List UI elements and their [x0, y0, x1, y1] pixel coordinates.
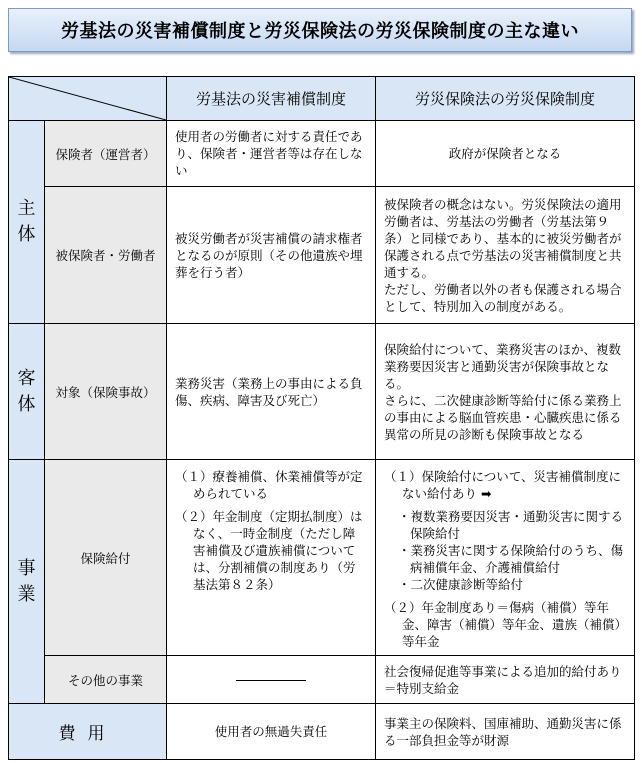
row-benefits [9, 460, 635, 656]
insurer-rouki: 使用者の労働者に対する責任であり、保険者・運営者等は存在しない [167, 121, 376, 187]
category-object: 客 体 [9, 324, 45, 460]
page-title [8, 8, 632, 52]
insured-rousai [376, 187, 635, 324]
cost-rouki: 使用者の無過失責任 [167, 704, 376, 760]
empty-dash [236, 680, 306, 681]
benefits-rousai-bullet-2: ・業務災害に関する保険給付のうち、傷病補償年金、介護補償給付 [398, 543, 624, 575]
corner-diagonal [9, 77, 166, 120]
row-label-insurer: 保険者（運営者） [45, 121, 167, 187]
target-rousai-p2: さらに、二次健康診断等給付に係る業務上の事由による脳血管疾患・心臓疾患に係る異常の所見の診断も保険事故となる [384, 392, 622, 442]
target-rousai [376, 324, 635, 460]
insured-rouki: 被災労働者が災害補償の請求権者となるのが原則（その他遺族や埋葬を行う者） [167, 187, 376, 324]
page-title-text: 労基法の災害補償制度と労災保険法の労災保険制度の主な違い [61, 21, 579, 42]
target-rouki: 業務災害（業務上の事由による負傷、疾病、障害及び死亡） [167, 324, 376, 460]
row-label-insured: 被保険者・労働者 [45, 187, 167, 324]
row-label-other: その他の事業 [45, 656, 167, 704]
row-cost [9, 704, 635, 760]
header-row [9, 77, 635, 121]
header-rousai: 労災保険法の労災保険制度 [376, 77, 635, 121]
cost-rousai: 事業主の保険料、国庫補助、通勤災害に係る一部負担金等が財源 [376, 704, 635, 760]
row-other [9, 656, 635, 704]
comparison-table [8, 76, 635, 760]
header-rouki: 労基法の災害補償制度 [167, 77, 376, 121]
category-cost: 費用 [9, 704, 167, 760]
benefits-rousai-bullet-3: ・二次健康診断等給付 [398, 577, 524, 592]
insured-rousai-p2: ただし、労働者以外の者も保護される場合として、特別加入の制度がある。 [384, 281, 622, 314]
row-label-target: 対象（保険事故） [45, 324, 167, 460]
other-rousai: 社会復帰促進等事業による追加的給付あり＝特別支給金 [376, 656, 635, 704]
benefits-rousai-bullet-1: ・複数業務要因災害・通勤災害に関する保険給付 [398, 509, 624, 541]
benefits-rouki-p2: （２）年金制度（定期払制度）はなく、一時金制度（ただし障害補償及び遺族補償については、分割補償の制度あり（労基法第８２条） [175, 509, 363, 592]
row-insurer [9, 121, 635, 187]
benefits-rousai-p1: （１）保険給付について、災害補償制度にない給付あり ➡ [384, 469, 622, 501]
benefits-rousai-p2: （２）年金制度あり＝傷病（補償）等年金、障害（補償）等年金、遺族（補償）等年金 [384, 600, 621, 649]
benefits-rouki-p1: （１）療養補償、休業補償等が定められている [175, 469, 363, 501]
row-insured [9, 187, 635, 324]
benefits-rouki [167, 460, 376, 656]
target-rousai-p1: 保険給付について、業務災害のほか、複数業務要因災害と通勤災害が保険事故となる。 [384, 341, 622, 391]
row-target [9, 324, 635, 460]
other-rouki [167, 656, 376, 704]
row-label-benefits: 保険給付 [45, 460, 167, 656]
insured-rousai-p1: 被保険者の概念はない。労災保険法の適用労働者は、労基法の労働者（労基法第９条）と同様であり、基本的に被災労働者が保護される点で労基法の災害補償制度と共通する。 [384, 196, 622, 280]
benefits-rousai [376, 460, 635, 656]
corner-cell [9, 77, 167, 121]
category-business: 事 業 [9, 460, 45, 704]
category-subject: 主 体 [9, 121, 45, 324]
insurer-rousai: 政府が保険者となる [376, 121, 635, 187]
